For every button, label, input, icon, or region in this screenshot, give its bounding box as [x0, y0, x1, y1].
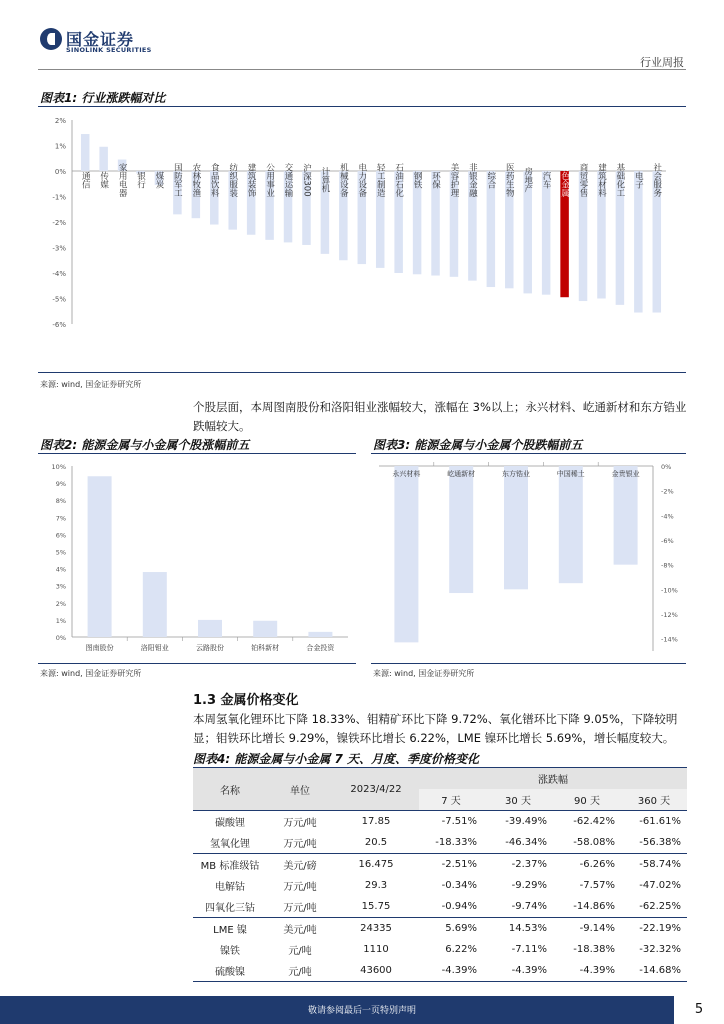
- cell-90d: -62.42%: [553, 811, 621, 833]
- col-90d: 90 天: [553, 789, 621, 811]
- category-label-13: 计算机: [319, 167, 330, 193]
- category-label-4: 合金投资: [306, 644, 335, 652]
- cell-price: 43600: [333, 960, 419, 982]
- y-tick-label: 0%: [661, 463, 672, 471]
- category-label-17: 石油石化: [393, 163, 404, 197]
- fig1-title-rule: [38, 106, 686, 107]
- bar-2: [198, 620, 222, 637]
- category-label-7: 食品饮料: [209, 163, 220, 197]
- bar-0: [88, 476, 112, 637]
- col-change-group: 涨跌幅: [419, 768, 687, 789]
- category-label-5: 国防军工: [172, 163, 183, 197]
- fig2-title-rule: [38, 453, 356, 454]
- category-label-20: 美容护理: [448, 163, 459, 197]
- cell-360d: -58.74%: [621, 854, 687, 876]
- y-tick-label: -3%: [52, 244, 66, 253]
- category-label-30: 电子: [633, 171, 644, 189]
- category-label-15: 电力设备: [356, 163, 367, 197]
- y-tick-label: 10%: [51, 463, 66, 471]
- category-label-4: 金贵银业: [611, 470, 640, 478]
- category-label-21: 非银金融: [467, 163, 478, 197]
- logo-mark-icon: [40, 28, 62, 50]
- bar-3: [253, 621, 277, 637]
- cell-360d: -56.38%: [639, 837, 681, 848]
- bar-30: [634, 171, 643, 313]
- y-tick-label: 0%: [54, 168, 66, 176]
- cell-name: 电解钴: [215, 882, 245, 893]
- y-tick-label: 1%: [55, 616, 66, 625]
- y-tick-label: -6%: [661, 537, 674, 545]
- fig3-title-rule: [371, 453, 686, 454]
- category-label-3: 铂科新材: [251, 644, 280, 652]
- y-tick-label: 2%: [54, 117, 66, 125]
- fig2-title: 图表2: 能源金属与小金属个股涨幅前五: [40, 438, 250, 452]
- table-row: [193, 875, 687, 896]
- cell-90d: -6.26%: [553, 854, 621, 876]
- cell-90d: -18.38%: [573, 944, 615, 955]
- section-paragraph: 本周氢氧化锂环比下降 18.33%、钼精矿环比下降 9.72%、氧化镨环比下降 9.05%，下降较明显；钼铁环比增长 9.29%，镍铁环比增长 6.22%，LME 镍环比增长 5.69%，增长幅度较大。: [193, 712, 678, 745]
- bar-25: [542, 171, 551, 295]
- cell-price: 29.3: [364, 880, 388, 891]
- cell-price: 17.85: [333, 811, 419, 833]
- section-heading: 1.3 金属价格变化: [193, 693, 299, 708]
- y-tick-label: -4%: [661, 512, 674, 521]
- cell-90d: -58.08%: [573, 837, 615, 848]
- cell-7d: -18.33%: [435, 837, 477, 848]
- cell-name: 硫酸镍: [193, 960, 267, 982]
- category-label-2: 东方锆业: [502, 470, 530, 478]
- category-label-23: 医药生物: [504, 163, 515, 197]
- logo-subtext: SINOLINK SECURITIES: [66, 46, 152, 54]
- bar-0: [392, 466, 421, 642]
- y-tick-label: -4%: [52, 270, 66, 278]
- industry-change-chart: [38, 108, 686, 370]
- table-row: [193, 960, 687, 982]
- fig3-bottom-rule: [371, 663, 686, 664]
- category-label-2: 家用电器: [117, 163, 128, 197]
- cell-name: 碳酸锂: [193, 811, 267, 833]
- bar-2: [504, 466, 528, 589]
- category-label-25: 汽车: [541, 171, 552, 189]
- y-tick-label: 2%: [55, 599, 66, 608]
- fig2-source: 来源: wind, 国金证券研究所: [40, 669, 142, 678]
- col-unit: 单位: [267, 768, 333, 811]
- bar-1: [99, 147, 108, 171]
- cell-360d: -47.02%: [639, 880, 681, 891]
- category-label-18: 钢铁: [412, 171, 423, 189]
- category-label-4: 煤炭: [153, 171, 164, 189]
- header-divider: [38, 69, 686, 70]
- y-tick-label: 6%: [55, 531, 66, 540]
- cell-7d: 6.22%: [445, 944, 477, 955]
- category-label-24: 房地产: [522, 167, 533, 193]
- cell-30d: 14.53%: [483, 918, 553, 940]
- category-label-14: 机械设备: [338, 163, 349, 197]
- cell-unit: 美元/吨: [267, 918, 333, 940]
- table-row: [193, 918, 687, 940]
- cell-360d: -62.25%: [639, 901, 681, 912]
- cell-price: 16.475: [333, 854, 419, 876]
- y-tick-label: 7%: [55, 514, 66, 523]
- category-label-26: 有色金属: [559, 163, 570, 197]
- cell-7d: -7.51%: [419, 811, 483, 833]
- col-360d: 360 天: [621, 789, 687, 811]
- fig4-title: 图表4: 能源金属与小金属 7 天、月度、季度价格变化: [193, 752, 480, 766]
- category-label-16: 轻工制造: [375, 163, 386, 197]
- category-label-9: 建筑装饰: [246, 163, 257, 197]
- category-label-2: 云路股份: [196, 644, 224, 652]
- table-row: [193, 854, 687, 876]
- cell-price: 20.5: [364, 837, 388, 848]
- bar-4: [611, 466, 640, 565]
- cell-30d: -39.49%: [483, 811, 553, 833]
- y-tick-label: -12%: [661, 611, 678, 619]
- y-tick-label: -14%: [661, 635, 678, 644]
- cell-name: MB 标准级钴: [193, 854, 267, 876]
- category-label-31: 社会服务: [651, 163, 662, 197]
- table-row: [193, 811, 687, 833]
- cell-unit: 元/吨: [288, 946, 312, 957]
- col-name: 名称: [193, 768, 267, 811]
- cell-30d: -9.29%: [511, 880, 547, 891]
- y-tick-label: 4%: [55, 565, 66, 574]
- category-label-19: 环保: [430, 171, 441, 189]
- category-label-27: 商贸零售: [578, 163, 589, 197]
- cell-name: 四氧化三钴: [205, 903, 255, 914]
- category-label-3: 银行: [135, 171, 146, 189]
- cell-360d: -61.61%: [621, 811, 687, 833]
- cell-7d: -0.34%: [441, 880, 477, 891]
- y-tick-label: -5%: [52, 295, 66, 304]
- fig3-title: 图表3: 能源金属与小金属个股跌幅前五: [373, 438, 583, 452]
- category-label-22: 综合: [485, 171, 496, 189]
- top-losers-chart: [371, 455, 686, 660]
- top-gainers-chart: [38, 455, 356, 660]
- price-change-table: [193, 768, 687, 982]
- y-tick-label: 0%: [55, 634, 66, 642]
- cell-7d: -4.39%: [419, 960, 483, 982]
- category-label-10: 公用事业: [264, 163, 275, 197]
- category-label-3: 中国稀土: [556, 470, 585, 478]
- cell-90d: -14.86%: [573, 901, 615, 912]
- cell-unit: 美元/磅: [267, 854, 333, 876]
- cell-30d: -46.34%: [505, 837, 547, 848]
- category-label-28: 建筑材料: [596, 163, 607, 197]
- cell-name: 镍铁: [220, 946, 240, 957]
- category-label-0: 通信: [80, 171, 91, 189]
- category-label-29: 基础化工: [614, 163, 625, 197]
- fig1-title: 图表1: 行业涨跌幅对比: [40, 91, 166, 105]
- bar-1: [447, 466, 476, 593]
- cell-30d: -7.11%: [511, 944, 547, 955]
- category-label-6: 农林牧渔: [190, 163, 201, 197]
- category-label-8: 纺织服装: [227, 163, 238, 197]
- cell-price: 24335: [333, 918, 419, 940]
- price-table-body: [193, 811, 687, 982]
- cell-360d: -14.68%: [621, 960, 687, 982]
- y-tick-label: 8%: [55, 497, 66, 506]
- footer-disclaimer: 敬请参阅最后一页特别声明: [307, 1006, 416, 1016]
- cell-30d: -2.37%: [483, 854, 553, 876]
- category-label-0: 永兴材料: [392, 470, 421, 478]
- fig3-source: 来源: wind, 国金证券研究所: [373, 669, 475, 678]
- stock-commentary: 个股层面，本周图南股份和洛阳钼业涨幅较大，涨幅在 3%以上；永兴材料、屹通新材和东方锆业跌幅较大。: [193, 400, 687, 433]
- y-tick-label: 3%: [55, 582, 66, 591]
- cell-7d: 5.69%: [419, 918, 483, 940]
- cell-90d: -9.14%: [553, 918, 621, 940]
- table-row: [193, 939, 687, 960]
- y-tick-label: -1%: [52, 193, 66, 202]
- y-tick-label: -2%: [52, 219, 66, 227]
- cell-30d: -4.39%: [483, 960, 553, 982]
- cell-30d: -9.74%: [511, 901, 547, 912]
- fig2-bottom-rule: [38, 663, 356, 664]
- y-tick-label: 5%: [55, 548, 66, 557]
- logo-text: 国金证券: [66, 30, 135, 49]
- y-tick-label: 9%: [55, 480, 66, 489]
- category-label-1: 传媒: [98, 171, 109, 189]
- y-tick-label: 1%: [54, 142, 66, 151]
- cell-unit: 万元/吨: [267, 811, 333, 833]
- bar-0: [81, 134, 90, 171]
- table-row: [193, 896, 687, 918]
- category-label-0: 图南股份: [85, 644, 114, 652]
- cell-7d: -0.94%: [441, 901, 477, 912]
- report-type: 行业周报: [640, 56, 684, 69]
- bar-4: [308, 632, 332, 637]
- cell-name: 氢氧化锂: [210, 839, 250, 850]
- cell-name: LME 镍: [193, 918, 267, 940]
- category-label-1: 屹通新材: [447, 470, 476, 478]
- fig1-source: 来源: wind, 国金证券研究所: [40, 380, 142, 389]
- cell-360d: -32.32%: [639, 944, 681, 955]
- cell-360d: -22.19%: [621, 918, 687, 940]
- fig1-bottom-rule: [38, 372, 686, 373]
- cell-90d: -4.39%: [553, 960, 621, 982]
- page-number: 5: [674, 996, 724, 1024]
- cell-unit: 元/吨: [267, 960, 333, 982]
- category-label-11: 交通运输: [283, 163, 294, 197]
- col-30d: 30 天: [483, 789, 553, 811]
- cell-unit: 万元/吨: [283, 839, 317, 850]
- y-tick-label: -2%: [661, 487, 674, 496]
- bar-3: [556, 466, 585, 583]
- cell-price: 15.75: [361, 901, 391, 912]
- cell-90d: -7.57%: [579, 880, 615, 891]
- cell-unit: 万元/吨: [283, 903, 317, 914]
- table-row: [193, 832, 687, 854]
- category-label-12: 沪深300: [301, 163, 312, 197]
- col-7d: 7 天: [419, 789, 483, 811]
- cell-price: 1110: [363, 944, 389, 955]
- y-tick-label: -8%: [661, 561, 674, 570]
- cell-7d: -2.51%: [419, 854, 483, 876]
- y-tick-label: -10%: [661, 586, 678, 595]
- col-date: 2023/4/22: [333, 768, 419, 811]
- y-tick-label: -6%: [52, 321, 66, 329]
- bar-1: [143, 572, 167, 637]
- cell-unit: 万元/吨: [283, 882, 317, 893]
- category-label-1: 洛阳钼业: [140, 644, 169, 652]
